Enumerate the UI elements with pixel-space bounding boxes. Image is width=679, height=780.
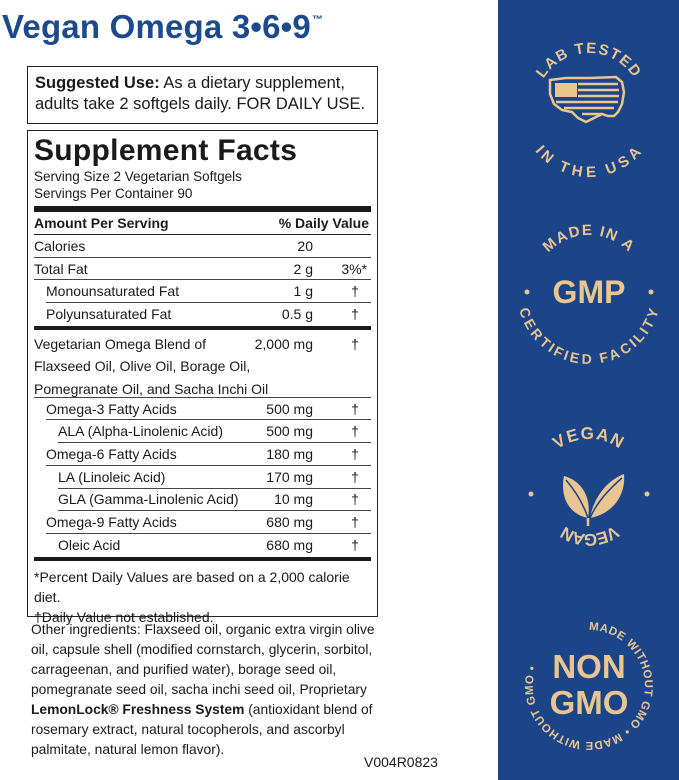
footnote-percent-dv: *Percent Daily Values are based on a 2,000 calorie diet. [34, 568, 350, 605]
vegan-badge [498, 410, 679, 570]
lab-tested-bottom-text: IN THE USA [531, 142, 646, 178]
vegan-dot-left [529, 492, 534, 497]
servings-per-container: Servings Per Container 90 [34, 186, 193, 201]
leaf-icon [563, 474, 624, 526]
blend-line-3: Pomegranate Oil, and Sacha Inchi Oil [34, 380, 269, 397]
nutrient-row-oleic: Oleic Acid 680 mg † [58, 537, 359, 554]
badge-panel [498, 0, 679, 780]
lemonlock-brand: LemonLock® Freshness System [31, 702, 245, 717]
suggested-use-label: Suggested Use: [35, 74, 160, 92]
suggested-use-text: As a dietary supplement, adults take 2 softgels daily. FOR DAILY USE. [35, 74, 366, 113]
nutrient-row-omega-6: Omega-6 Fatty Acids 180 mg † [46, 443, 371, 466]
non-gmo-line2: GMO [549, 684, 629, 721]
suggested-use-box [27, 66, 378, 124]
nutrient-row-total-fat: Total Fat 2 g 3%* [34, 258, 371, 281]
label-code: V004R0823 [364, 754, 438, 770]
gmp-dot-right [649, 290, 654, 295]
non-gmo-badge-graphic [498, 604, 679, 764]
nutrient-row-gla: GLA (Gamma-Linolenic Acid) 10 mg † [58, 489, 371, 512]
gmp-badge [498, 208, 679, 368]
vegan-badge-graphic [498, 410, 679, 570]
footnote-dagger: †Daily Value not established. [34, 608, 214, 625]
vegan-bottom-text: VEGAN [556, 522, 622, 550]
non-gmo-line1: NON [552, 648, 626, 685]
lab-tested-badge [498, 18, 679, 178]
facts-column-header [34, 212, 371, 235]
serving-size: Serving Size 2 Vegetarian Softgels [34, 169, 242, 184]
gmp-center-text: GMP [552, 274, 626, 310]
lab-tested-top-text: LAB TESTED [532, 39, 646, 82]
facts-heading: Supplement Facts [34, 134, 298, 167]
gmp-top-text: MADE IN A [539, 221, 639, 256]
blend-dv: † [351, 335, 359, 352]
non-gmo-ring-text: MADE WITHOUT GMO • MADE WITHOUT GMO • [523, 620, 655, 752]
other-ingredients [31, 620, 381, 760]
trademark-mark: ™ [312, 14, 324, 26]
gmp-badge-graphic [498, 208, 679, 368]
nutrient-row-polyunsaturated-fat: Polyunsaturated Fat 0.5 g † [46, 306, 359, 323]
other-ingredients-text-1: Other ingredients: Flaxseed oil, organic extra virgin olive oil, capsule shell (modified cornstarch, glycerin, sorbitol, carrageenan, and purified water), borage seed oil, pomegranate seed oil, sacha inchi seed oil, Proprietary [31, 622, 375, 697]
nutrient-row-monounsaturated-fat: Monounsaturated Fat 1 g † [46, 280, 371, 303]
omega-blend-row [34, 330, 371, 398]
usa-map-icon [550, 77, 624, 122]
non-gmo-badge [498, 604, 679, 764]
nutrient-row-la: LA (Linoleic Acid) 170 mg † [58, 466, 371, 489]
facts-footnotes [34, 561, 371, 627]
blend-line-1: Vegetarian Omega Blend of [34, 335, 207, 352]
gmp-bottom-text: CERTIFIED FACILITY [516, 305, 662, 368]
product-title: Vegan Omega 3•6•9™ [2, 8, 324, 45]
gmp-dot-left [525, 290, 530, 295]
lab-tested-badge-graphic [498, 18, 679, 178]
nutrient-row-calories: Calories 20 [34, 235, 371, 258]
nutrient-row-ala: ALA (Alpha-Linolenic Acid) 500 mg † [58, 420, 371, 443]
nutrient-row-omega-3: Omega-3 Fatty Acids 500 mg † [46, 398, 371, 421]
daily-value-header: % Daily Value [278, 215, 369, 231]
amount-per-serving-header: Amount Per Serving [34, 215, 169, 231]
nutrient-row-omega-9: Omega-9 Fatty Acids 680 mg † [46, 511, 371, 534]
vegan-dot-right [645, 492, 650, 497]
supplement-facts-panel [27, 130, 378, 625]
blend-line-2: Flaxseed Oil, Olive Oil, Borage Oil, [34, 358, 251, 375]
vegan-top-text: VEGAN [549, 423, 629, 453]
other-ingredients-text-2: (antioxidant blend of rosemary extract, natural tocopherols, and ascorbyl palmitate, natural lemon flavor). [31, 702, 373, 757]
blend-amount: 2,000 mg [254, 335, 313, 352]
